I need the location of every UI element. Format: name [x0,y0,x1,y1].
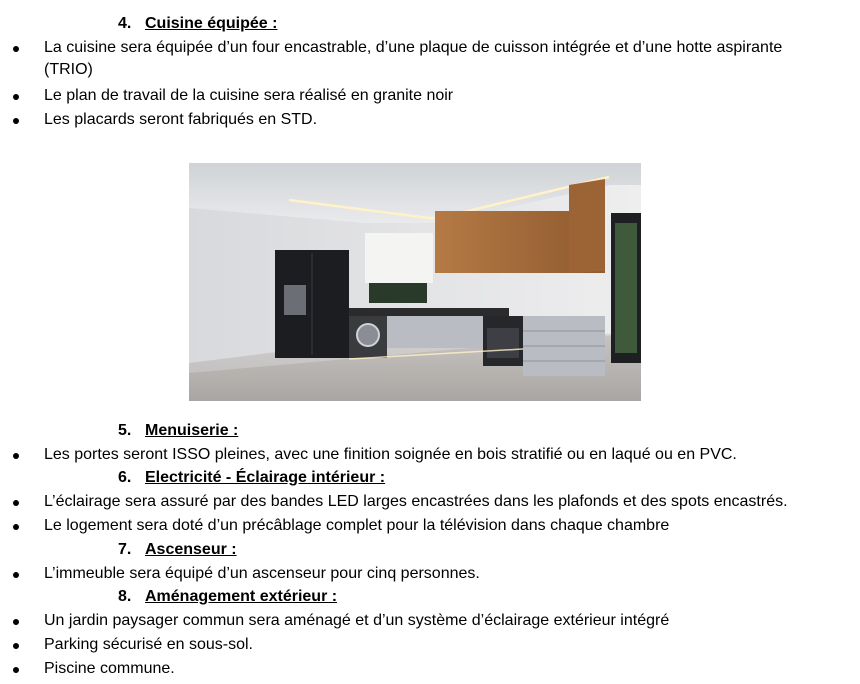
garden-view [615,223,637,353]
oven-door [487,328,519,358]
list-item [0,444,850,466]
list-item [0,85,850,107]
section-number: 4. [118,15,132,32]
list-item-text: Piscine commune. [44,660,175,677]
bullet-dot-icon [13,500,19,506]
list-item [0,491,850,513]
section-title: Cuisine équipée : [145,15,278,32]
bullet-dot-icon [13,94,19,100]
section-title: Ascenseur : [145,541,237,558]
section-number: 8. [118,588,132,605]
bullet-dot-icon [13,572,19,578]
bullet-dot-icon [13,453,19,459]
section-6-heading [118,467,385,489]
list-item-text: Le logement sera doté d’un précâblage complet pour la télévision dans chaque chambre [44,517,670,534]
lower-cabinets [387,316,483,348]
section-5-heading [118,420,238,442]
bullet-dot-icon [13,524,19,530]
list-item [0,563,850,585]
bullet-dot-icon [13,667,19,673]
section-number: 5. [118,422,132,439]
kitchen-photo [189,163,641,401]
section-4-heading [118,13,277,35]
list-item-text: L’immeuble sera équipé d’un ascenseur pour cinq personnes. [44,565,480,582]
section-8-heading [118,586,337,608]
list-item-text: Un jardin paysager commun sera aménagé et d’un système d’éclairage extérieur intégré [44,612,670,629]
water-dispenser [284,285,306,315]
section-7-heading [118,539,237,561]
list-item-text: Les placards seront fabriqués en STD. [44,111,318,128]
washing-machine-door [357,324,379,346]
bullet-dot-icon [13,46,19,52]
list-item [0,109,850,131]
list-item [0,37,850,81]
bullet-dot-icon [13,643,19,649]
list-item [0,658,850,680]
list-item-text: L’éclairage sera assuré par des bandes LED larges encastrées dans les plafonds et des spots encastrés. [44,493,788,510]
section-title: Electricité - Éclairage intérieur : [145,469,386,486]
list-item-text: Le plan de travail de la cuisine sera réalisé en granite noir [44,87,454,104]
bullet-dot-icon [13,118,19,124]
list-item-text: Parking sécurisé en sous-sol. [44,636,253,653]
list-item-text: La cuisine sera équipée d’un four encastrable, d’une plaque de cuisson intégrée et d’une hotte aspirante (TRIO) [44,39,783,78]
bullet-dot-icon [13,619,19,625]
section-title: Menuiserie : [145,422,239,439]
section-title: Aménagement extérieur : [145,588,338,605]
list-item [0,610,850,632]
list-item [0,634,850,656]
upper-cabinets-side [569,179,605,273]
section-number: 6. [118,469,132,486]
window [369,283,427,303]
list-item-text: Les portes seront ISSO pleines, avec une finition soignée en bois stratifié ou en laqué ou en PVC. [44,446,737,463]
list-item [0,515,850,537]
section-number: 7. [118,541,132,558]
window-blind [365,233,433,283]
countertop [349,308,509,316]
